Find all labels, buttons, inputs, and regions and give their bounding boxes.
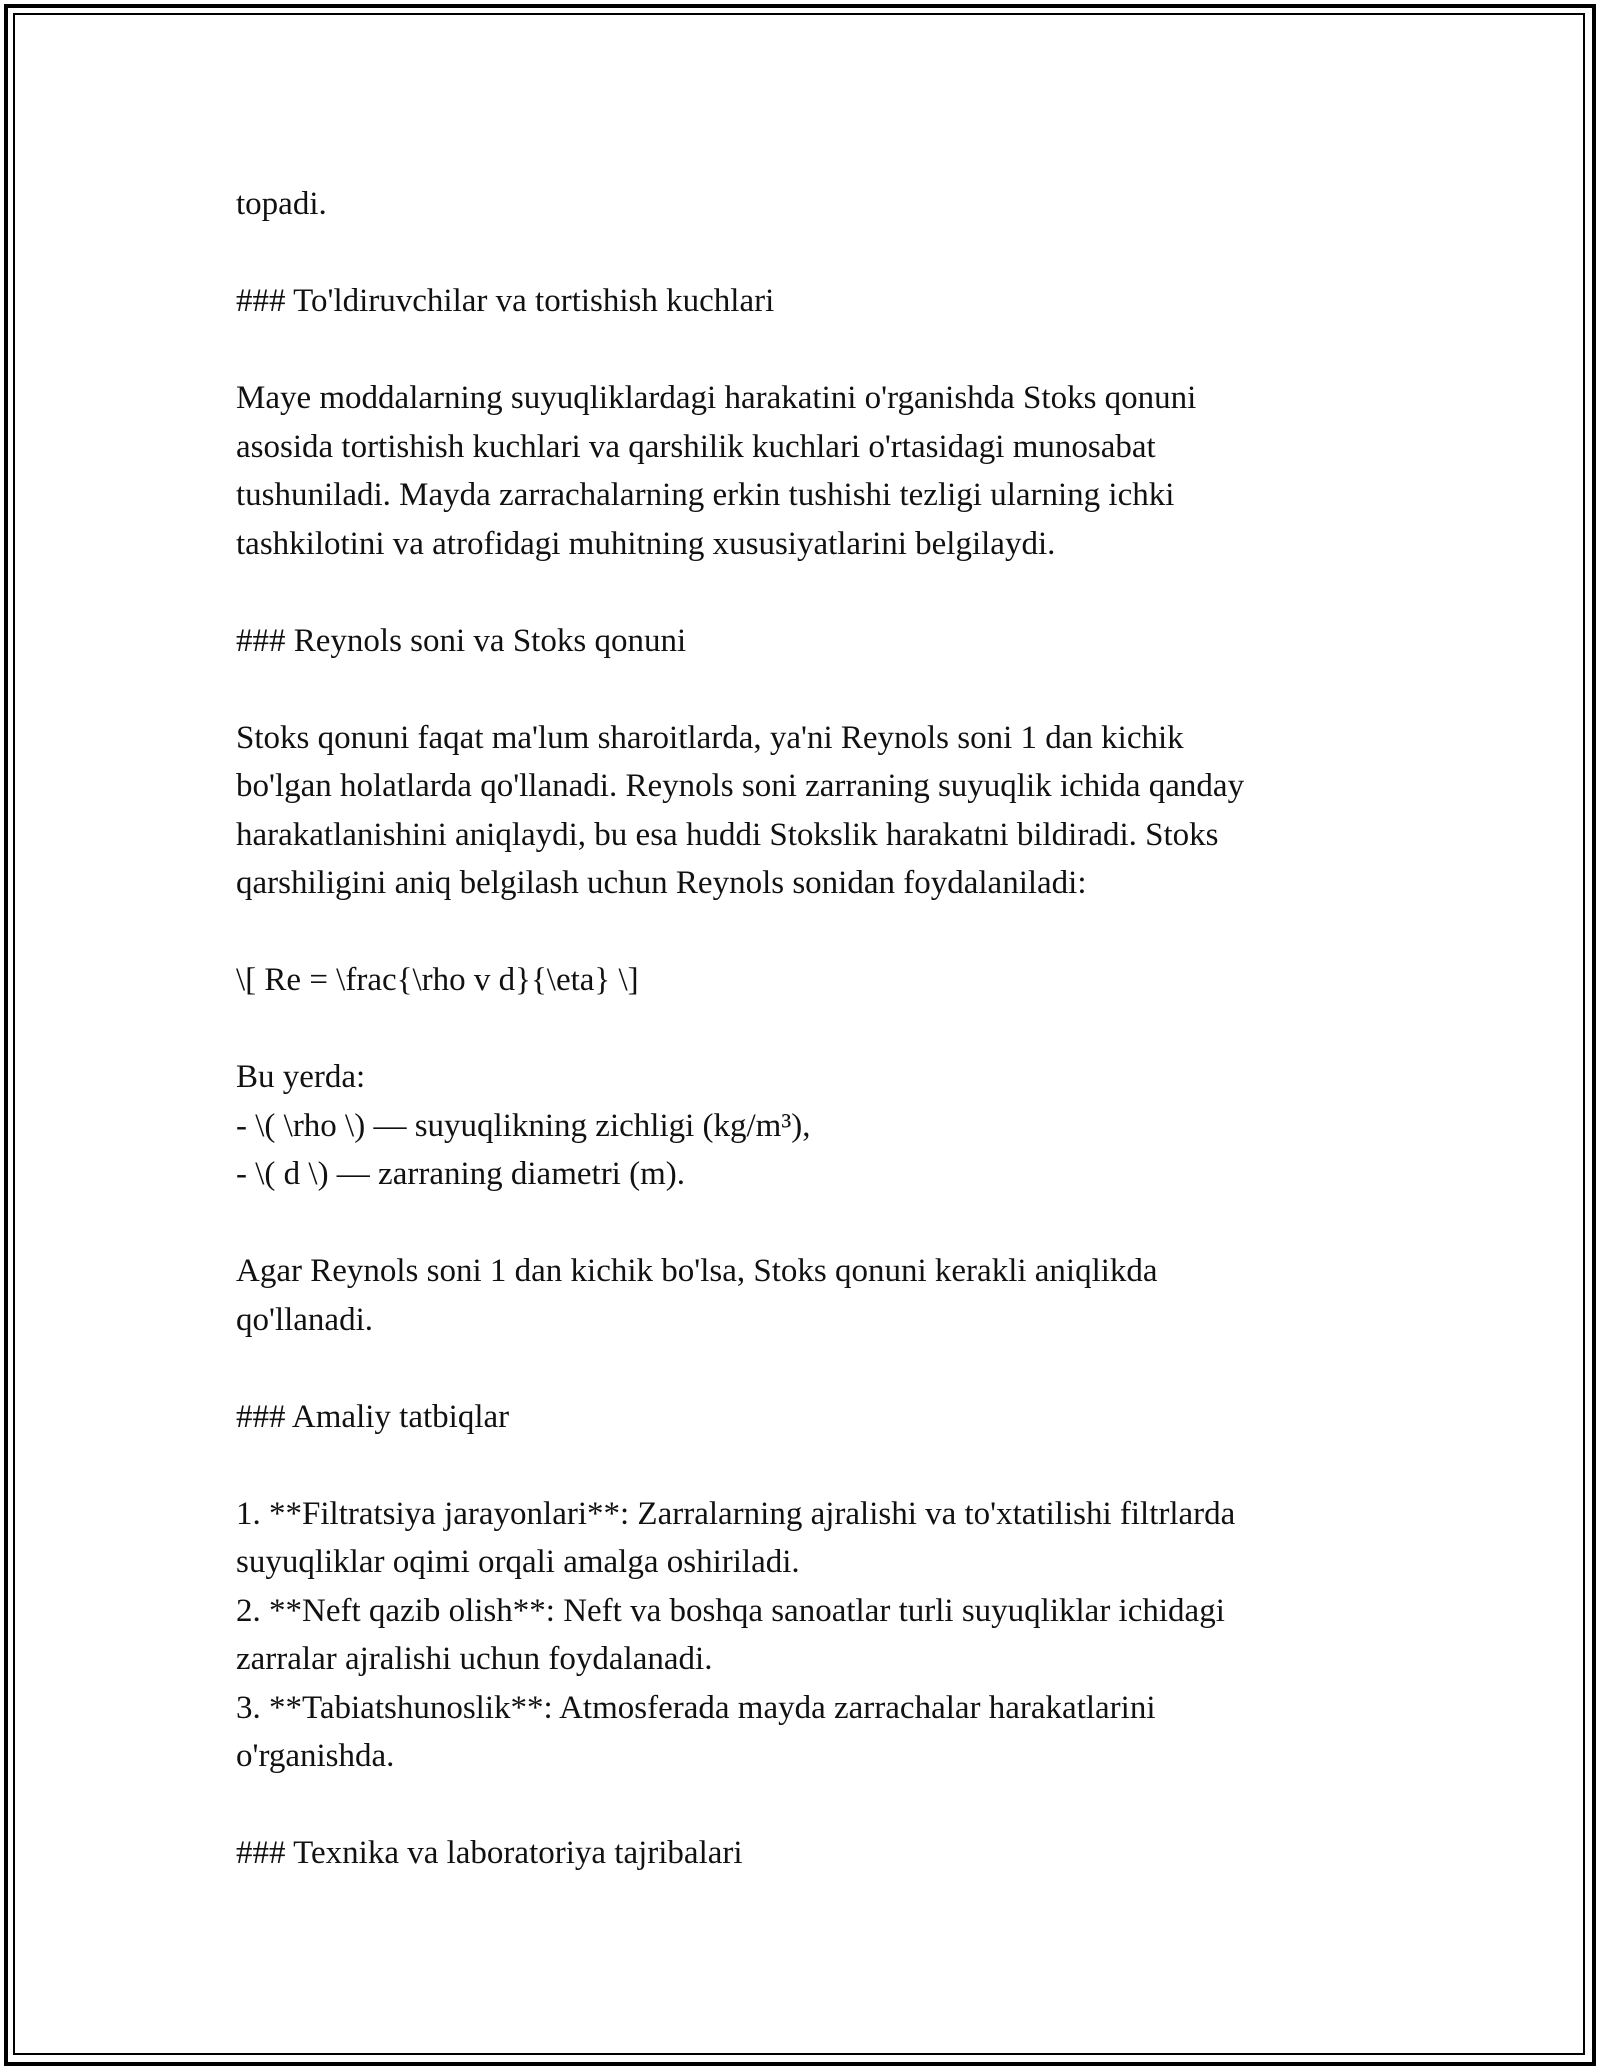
where-item: - \( d \) — zarraning diametri (m). xyxy=(236,1156,685,1192)
paragraph-line: tashkilotini va atrofidagi muhitning xususiyatlarini belgilaydi. xyxy=(236,525,1056,562)
blank-line xyxy=(236,568,1376,617)
paragraph-line: Agar Reynols soni 1 dan kichik bo'lsa, Stoks qonuni kerakli aniqlikda xyxy=(236,1253,1158,1289)
paragraph-agar xyxy=(236,1247,1376,1344)
paragraph-line: Stoks qonuni faqat ma'lum sharoitlarda, ya'ni Reynols soni 1 dan kichik xyxy=(236,719,1184,756)
paragraph-line: qo'llanadi. xyxy=(236,1301,373,1338)
blank-line xyxy=(236,665,1376,714)
paragraph-stoks xyxy=(236,714,1376,908)
document-body xyxy=(236,180,1376,1878)
blank-line xyxy=(236,326,1376,375)
paragraph-line: bo'lgan holatlarda qo'llanadi. Reynols soni zarraning suyuqlik ichida qanday xyxy=(236,768,1245,804)
paragraph-line: qarshiligini aniq belgilash uchun Reynols sonidan foydalaniladi: xyxy=(236,865,1087,901)
paragraph-line: tushuniladi. Mayda zarrachalarning erkin tushishi tezligi ularning ichki xyxy=(236,477,1175,513)
blank-line xyxy=(236,1005,1376,1054)
paragraph-line: Maye moddalarning suyuqliklardagi harakatini o'rganishda Stoks qonuni xyxy=(236,380,1197,416)
heading-reynolds: ### Reynols soni va Stoks qonuni xyxy=(236,622,687,659)
practical-item: 3. **Tabiatshunoslik**: Atmosferada mayda zarrachalar harakatlarini xyxy=(236,1689,1156,1726)
blank-line xyxy=(236,1441,1376,1490)
practical-item: 1. **Filtratsiya jarayonlari**: Zarralarning ajralishi va to'xtatilishi filtrlarda xyxy=(236,1495,1236,1532)
heading-practical: ### Amaliy tatbiqlar xyxy=(236,1398,510,1435)
blank-line xyxy=(236,229,1376,278)
where-label: Bu yerda: xyxy=(236,1059,366,1095)
blank-line xyxy=(236,908,1376,957)
blank-line xyxy=(236,1344,1376,1393)
intro-line: topadi. xyxy=(236,186,327,222)
practical-item: zarralar ajralishi uchun foydalanadi. xyxy=(236,1641,713,1677)
practical-item: 2. **Neft qazib olish**: Neft va boshqa sanoatlar turli suyuqliklar ichidagi xyxy=(236,1592,1225,1629)
where-item: - \( \rho \) — suyuqlikning zichligi (kg/m³), xyxy=(236,1107,811,1144)
reynolds-formula: \[ Re = \frac{\rho v d}{\eta} \] xyxy=(236,962,639,998)
blank-line xyxy=(236,1199,1376,1248)
blank-line xyxy=(236,1781,1376,1830)
paragraph-line: asosida tortishish kuchlari va qarshilik kuchlari o'rtasidagi munosabat xyxy=(236,428,1156,465)
practical-list xyxy=(236,1490,1376,1781)
practical-item: o'rganishda. xyxy=(236,1738,395,1774)
paragraph-line: harakatlanishini aniqlaydi, bu esa huddi Stokslik harakatni bildiradi. Stoks xyxy=(236,816,1219,853)
heading-fillers: ### To'ldiruvchilar va tortishish kuchlari xyxy=(236,283,775,319)
practical-item: suyuqliklar oqimi orqali amalga oshiriladi. xyxy=(236,1544,800,1580)
heading-lab: ### Texnika va laboratoriya tajribalari xyxy=(236,1835,743,1871)
where-list xyxy=(236,1102,1376,1199)
paragraph-maye xyxy=(236,374,1376,568)
